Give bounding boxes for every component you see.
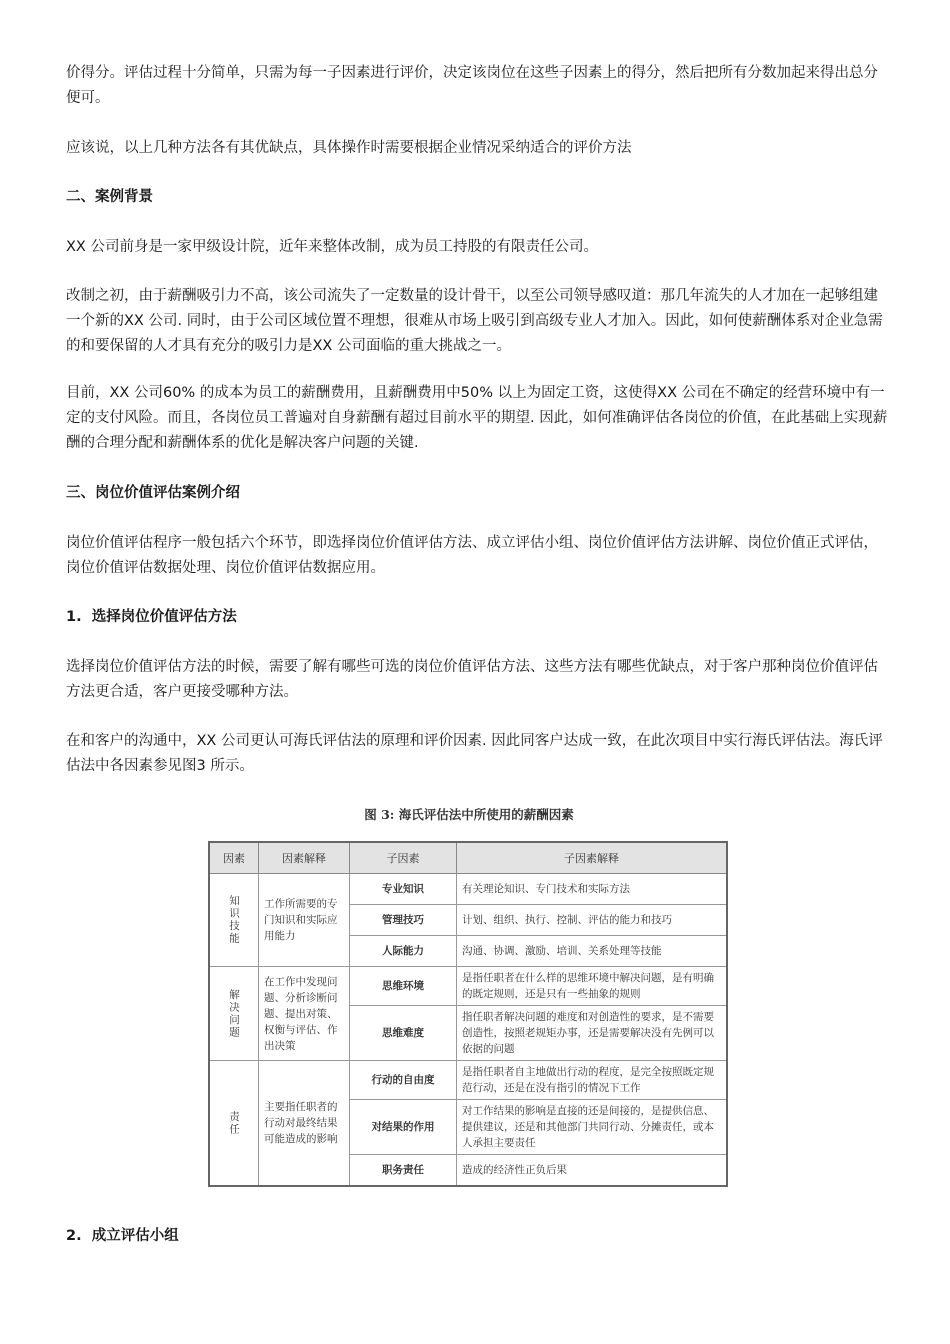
subfactor-desc-cell: 沟通、协调、激励、培训、关系处理等技能 [457,936,728,967]
table-row [209,1061,727,1100]
section-heading: 二、案例背景 [66,189,153,205]
subfactor-desc-cell: 计划、组织、执行、控制、评估的能力和技巧 [457,905,728,936]
subfactor-desc-cell: 对工作结果的影响是直接的还是间接的，是提供信息、提供建议，还是和其他部门共同行动、分摊责任，或本人承担主要责任 [457,1100,728,1155]
paragraph: 目前，XX 公司60% 的成本为员工的薪酬费用，且薪酬费用中50% 以上为固定工资，这使得XX 公司在不确定的经营环境中有一定的支付风险。而且，各岗位员工普遍对自身薪酬有超过目前水平的期望. 因此，如何准确评估各岗位的价值，在此基础上实现薪酬的合理分配和薪酬体系的优化是解决客户问题的关键. [66,385,888,451]
factor-cell: 责任 [209,1061,259,1187]
factor-table [208,841,728,1187]
subfactor-cell: 管理技巧 [350,905,457,936]
subfactor-cell: 行动的自由度 [350,1061,457,1100]
paragraph: 在和客户的沟通中，XX 公司更认可海氏评估法的原理和评价因素. 因此同客户达成一致，在此次项目中实行海氏评估法。海氏评估法中各因素参见图3 所示。 [66,733,883,774]
table-header: 子因素 [350,842,457,874]
factor-desc-cell: 在工作中发现问题、分析诊断问题、提出对策、权衡与评估、作出决策 [259,967,350,1061]
subfactor-desc-cell: 指任职者解决问题的难度和对创造性的要求，是不需要创造性，按照老规矩办事，还是需要解决没有先例可以依据的问题 [457,1006,728,1061]
table-header: 因素解释 [259,842,350,874]
subfactor-cell: 思维环境 [350,967,457,1006]
paragraph: 价得分。评估过程十分简单，只需为每一子因素进行评价，决定该岗位在这些子因素上的得分，然后把所有分数加起来得出总分便可。 [66,65,878,106]
paragraph: 岗位价值评估程序一般包括六个环节，即选择岗位价值评估方法、成立评估小组、岗位价值评估方法讲解、岗位价值正式评估，岗位价值评估数据处理、岗位价值评估数据应用。 [66,535,878,576]
paragraph: 改制之初，由于薪酬吸引力不高，该公司流失了一定数量的设计骨干，以至公司领导感叹道：那几年流失的人才加在一起够组建一个新的XX 公司. 同时，由于公司区域位置不理想，很难从市场上吸引到高级专业人才加入。因此，如何使薪酬体系对企业急需的和要保留的人才具有充分的吸引力是XX 公司面临的重大挑战之一。 [66,288,883,354]
paragraph: 选择岗位价值评估方法的时候，需要了解有哪些可选的岗位价值评估方法、这些方法有哪些优缺点，对于客户那种岗位价值评估方法更合适，客户更接受哪种方法。 [66,659,878,700]
subfactor-desc-cell: 造成的经济性正负后果 [457,1155,728,1187]
factor-desc-cell: 主要指任职者的行动对最终结果可能造成的影响 [259,1061,350,1187]
subfactor-cell: 思维难度 [350,1006,457,1061]
figure-hay-factors [208,805,730,1187]
paragraph: XX 公司前身是一家甲级设计院，近年来整体改制，成为员工持股的有限责任公司。 [66,239,598,255]
subfactor-desc-cell: 是指任职者在什么样的思维环境中解决问题，是有明确的既定规则，还是只有一些抽象的规则 [457,967,728,1006]
table-row [209,967,727,1006]
table-header: 因素 [209,842,259,874]
table-header: 子因素解释 [457,842,728,874]
factor-cell: 知识技能 [209,874,259,967]
subfactor-cell: 专业知识 [350,874,457,905]
subfactor-cell: 人际能力 [350,936,457,967]
factor-desc-cell: 工作所需要的专门知识和实际应用能力 [259,874,350,967]
figure-title: 图 3: 海氏评估法中所使用的薪酬因素 [364,807,574,822]
subfactor-desc-cell: 是指任职者自主地做出行动的程度，是完全按照既定规范行动，还是在没有指引的情况下工作 [457,1061,728,1100]
subfactor-desc-cell: 有关理论知识、专门技术和实际方法 [457,874,728,905]
paragraph: 应该说，以上几种方法各有其优缺点，具体操作时需要根据企业情况采纳适合的评价方法 [66,140,632,156]
subfactor-cell: 对结果的作用 [350,1100,457,1155]
subsection-heading: 2. 成立评估小组 [66,1228,179,1244]
factor-cell: 解决问题 [209,967,259,1061]
subfactor-cell: 职务责任 [350,1155,457,1187]
section-heading: 三、岗位价值评估案例介绍 [66,485,240,501]
table-row [209,874,727,905]
subsection-heading: 1. 选择岗位价值评估方法 [66,609,237,625]
